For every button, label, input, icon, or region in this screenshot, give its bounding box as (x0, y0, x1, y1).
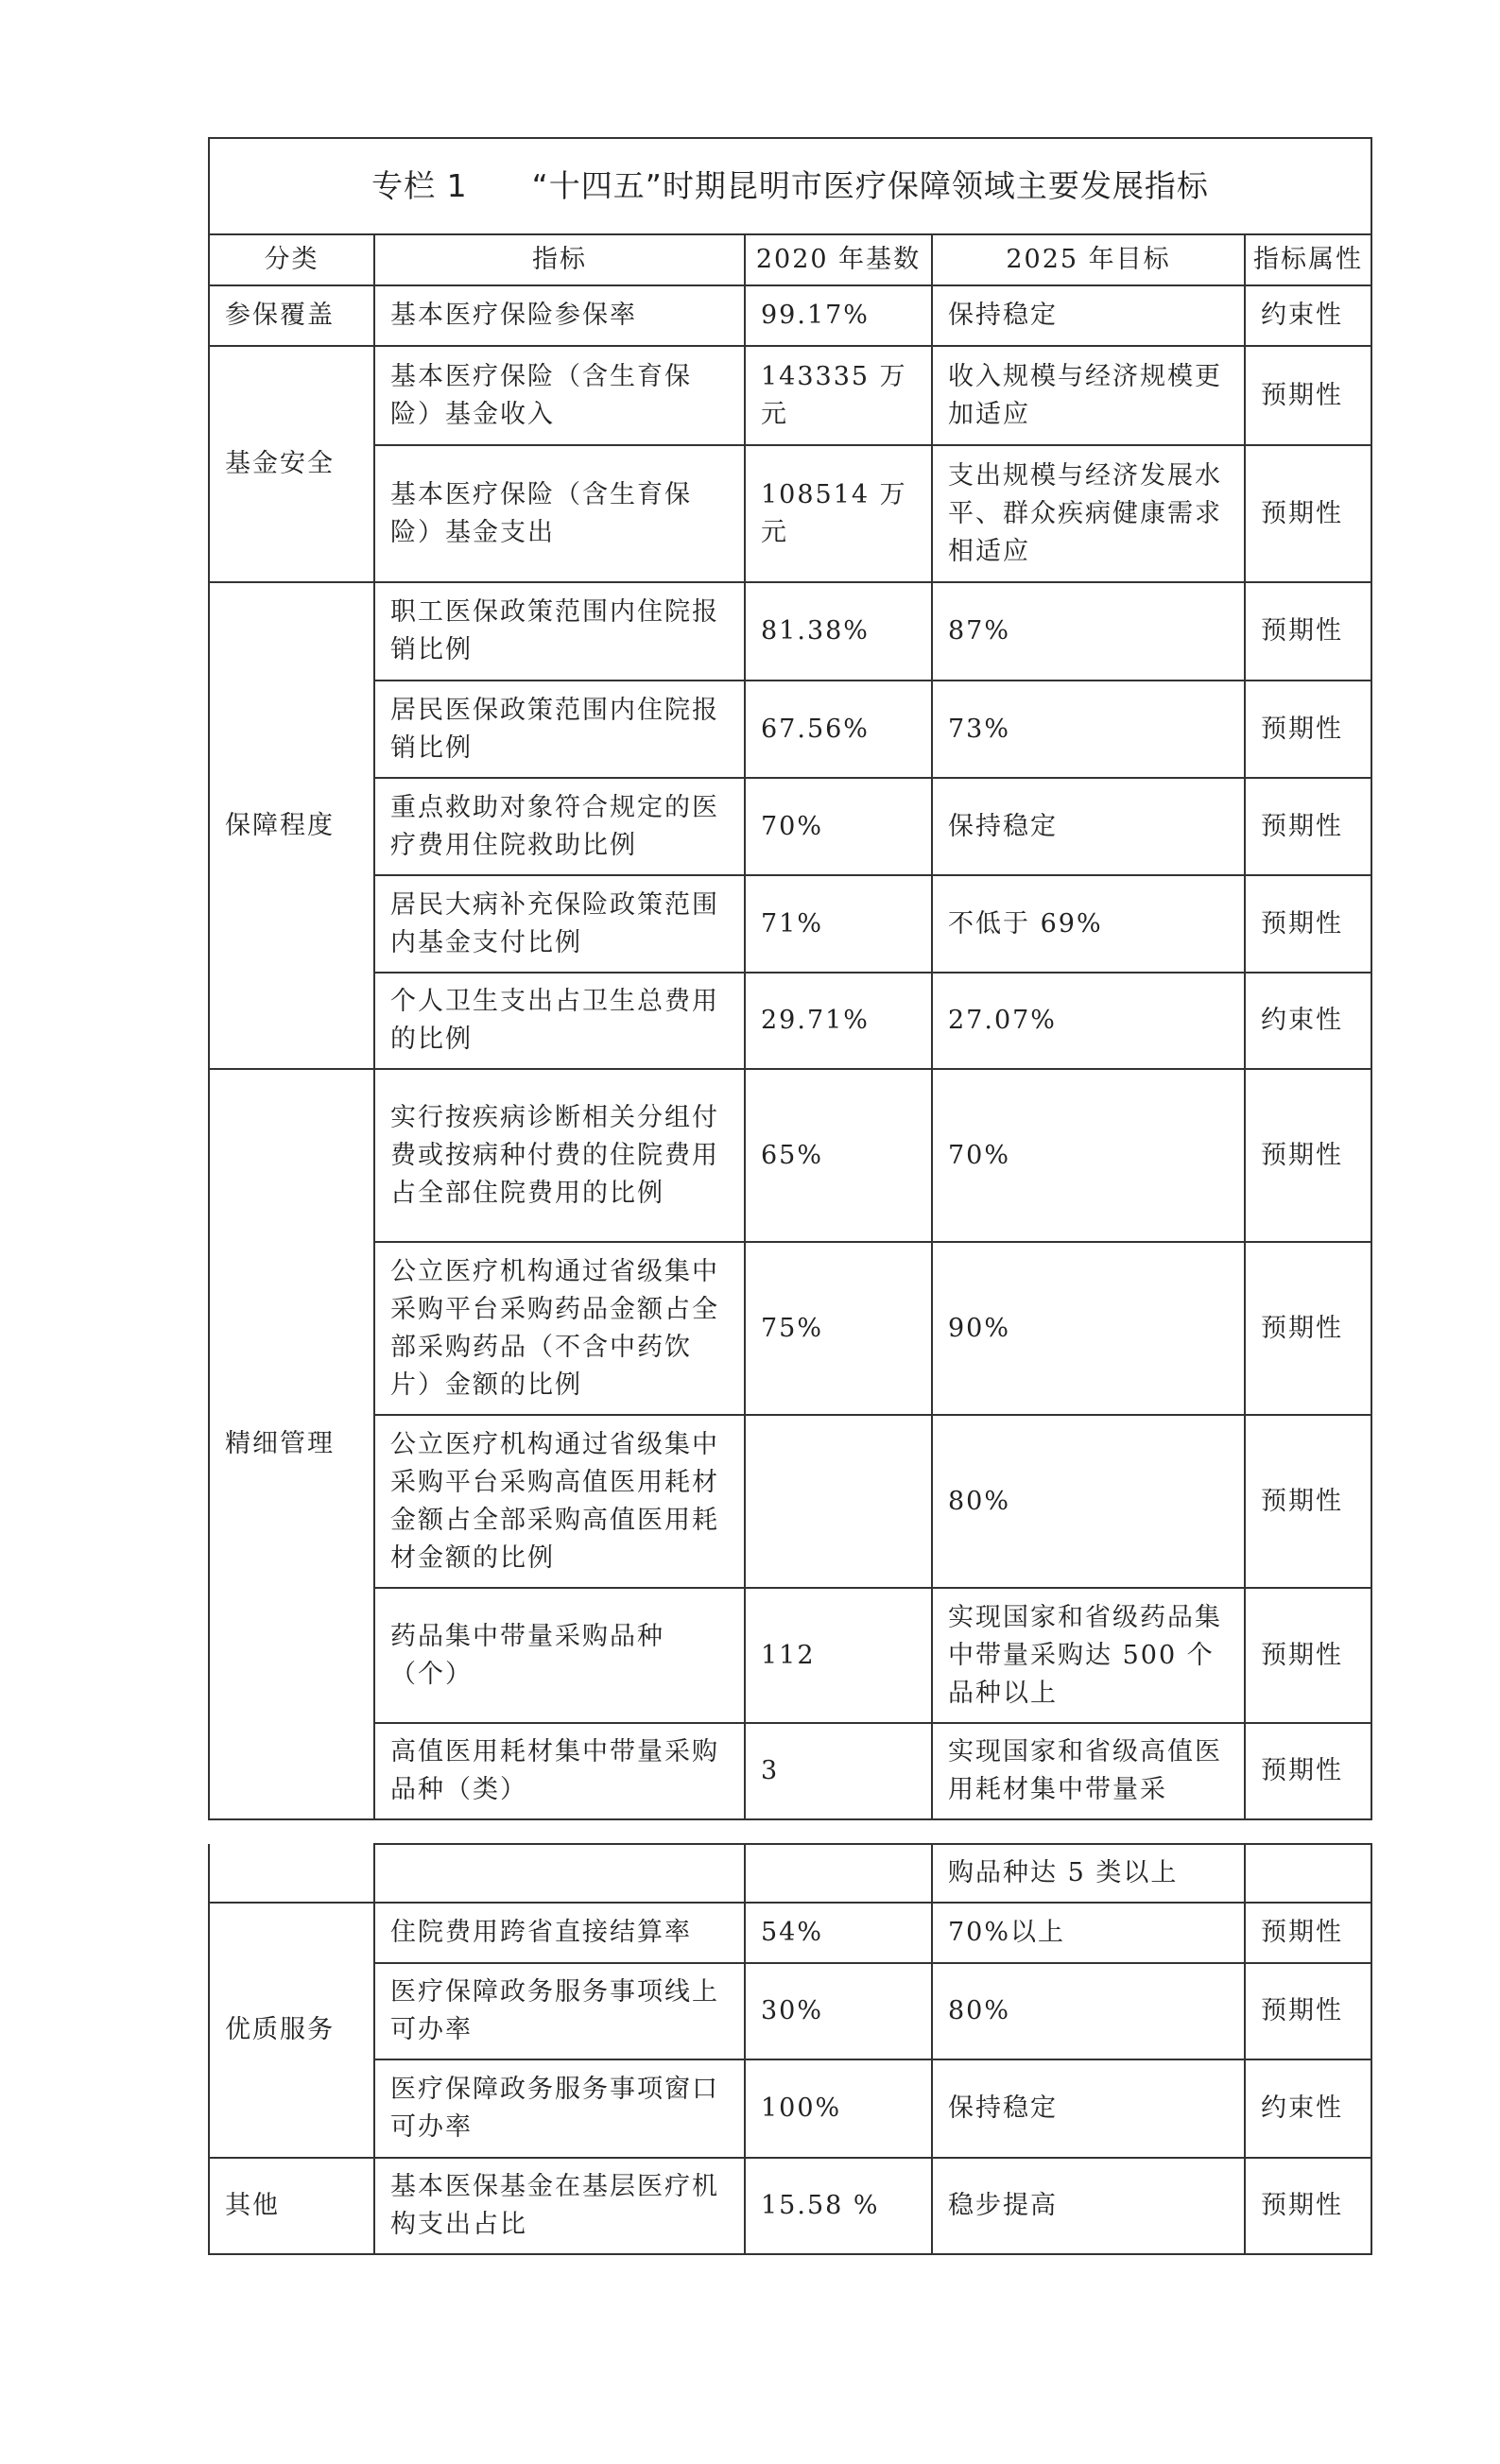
table-row (209, 2059, 1371, 2158)
attribute-cell: 预期性 (1245, 445, 1371, 582)
indicator-cell: 基本医疗保险（含生育保险）基金收入 (374, 346, 745, 445)
target-cell: 购品种达 5 类以上 (932, 1844, 1245, 1903)
table-row (209, 1844, 1371, 1903)
table-row (209, 681, 1371, 778)
attribute-cell: 约束性 (1245, 973, 1371, 1069)
indicator-cell: 基本医疗保险（含生育保险）基金支出 (374, 445, 745, 582)
indicator-cell: 基本医保基金在基层医疗机构支出占比 (374, 2158, 745, 2254)
attribute-cell: 预期性 (1245, 1588, 1371, 1723)
target-cell: 保持稳定 (932, 2059, 1245, 2158)
base-cell (745, 1844, 932, 1903)
indicator-cell (374, 1844, 745, 1903)
category-cell: 优质服务 (209, 1903, 374, 2158)
indicator-cell: 医疗保障政务服务事项线上可办率 (374, 1963, 745, 2059)
table-row (209, 1723, 1371, 1819)
header-row (209, 234, 1371, 285)
target-cell: 收入规模与经济规模更加适应 (932, 346, 1245, 445)
category-cell: 精细管理 (209, 1069, 374, 1819)
indicator-cell: 居民医保政策范围内住院报销比例 (374, 681, 745, 778)
attribute-cell: 预期性 (1245, 2158, 1371, 2254)
header-target-2025: 2025 年目标 (932, 234, 1245, 285)
attribute-cell: 预期性 (1245, 1069, 1371, 1242)
target-cell: 实现国家和省级高值医用耗材集中带量采 (932, 1723, 1245, 1819)
header-attribute: 指标属性 (1245, 234, 1371, 285)
indicator-cell: 重点救助对象符合规定的医疗费用住院救助比例 (374, 778, 745, 875)
base-cell: 99.17% (745, 285, 932, 346)
table-row (209, 1963, 1371, 2059)
attribute-cell: 预期性 (1245, 681, 1371, 778)
attribute-cell: 预期性 (1245, 346, 1371, 445)
attribute-cell: 预期性 (1245, 1963, 1371, 2059)
attribute-cell (1245, 1844, 1371, 1903)
target-cell: 80% (932, 1963, 1245, 2059)
header-category: 分类 (209, 234, 374, 285)
target-cell: 支出规模与经济发展水平、群众疾病健康需求相适应 (932, 445, 1245, 582)
target-cell: 保持稳定 (932, 285, 1245, 346)
base-cell: 65% (745, 1069, 932, 1242)
indicator-cell: 个人卫生支出占卫生总费用的比例 (374, 973, 745, 1069)
indicator-cell: 基本医疗保险参保率 (374, 285, 745, 346)
base-cell: 3 (745, 1723, 932, 1819)
header-base-2020: 2020 年基数 (745, 234, 932, 285)
indicator-cell: 公立医疗机构通过省级集中采购平台采购药品金额占全部采购药品（不含中药饮片）金额的比例 (374, 1242, 745, 1415)
table-title: 专栏 1 “十四五”时期昆明市医疗保障领域主要发展指标 (209, 138, 1371, 234)
indicator-cell: 药品集中带量采购品种（个） (374, 1588, 745, 1723)
attribute-cell: 预期性 (1245, 1242, 1371, 1415)
base-cell: 71% (745, 875, 932, 973)
target-cell: 27.07% (932, 973, 1245, 1069)
base-cell: 112 (745, 1588, 932, 1723)
base-cell: 29.71% (745, 973, 932, 1069)
table-row (209, 778, 1371, 875)
table-row (209, 582, 1371, 681)
attribute-cell: 预期性 (1245, 1903, 1371, 1963)
table-row (209, 346, 1371, 445)
target-cell: 实现国家和省级药品集中带量采购达 500 个品种以上 (932, 1588, 1245, 1723)
indicator-cell: 公立医疗机构通过省级集中采购平台采购高值医用耗材金额占全部采购高值医用耗材金额的比例 (374, 1415, 745, 1588)
base-cell: 67.56% (745, 681, 932, 778)
indicator-cell: 职工医保政策范围内住院报销比例 (374, 582, 745, 681)
category-cell: 保障程度 (209, 582, 374, 1069)
target-cell: 保持稳定 (932, 778, 1245, 875)
indicator-cell: 实行按疾病诊断相关分组付费或按病种付费的住院费用占全部住院费用的比例 (374, 1069, 745, 1242)
category-cell: 基金安全 (209, 346, 374, 582)
target-cell: 70% (932, 1069, 1245, 1242)
base-cell: 81.38% (745, 582, 932, 681)
target-cell: 87% (932, 582, 1245, 681)
header-indicator: 指标 (374, 234, 745, 285)
table-row (209, 285, 1371, 346)
base-cell: 15.58 % (745, 2158, 932, 2254)
table-row (209, 1588, 1371, 1723)
indicator-cell: 高值医用耗材集中带量采购品种（类） (374, 1723, 745, 1819)
base-cell: 54% (745, 1903, 932, 1963)
indicator-table (208, 137, 1372, 1820)
table-row (209, 875, 1371, 973)
table-row (209, 1242, 1371, 1415)
target-cell: 不低于 69% (932, 875, 1245, 973)
attribute-cell: 预期性 (1245, 875, 1371, 973)
attribute-cell: 预期性 (1245, 582, 1371, 681)
base-cell: 143335 万元 (745, 346, 932, 445)
table-row (209, 1069, 1371, 1242)
target-cell: 稳步提高 (932, 2158, 1245, 2254)
target-cell: 80% (932, 1415, 1245, 1588)
attribute-cell: 约束性 (1245, 285, 1371, 346)
base-cell: 100% (745, 2059, 932, 2158)
indicator-cell: 医疗保障政务服务事项窗口可办率 (374, 2059, 745, 2158)
attribute-cell: 预期性 (1245, 1415, 1371, 1588)
target-cell: 90% (932, 1242, 1245, 1415)
target-cell: 70%以上 (932, 1903, 1245, 1963)
attribute-cell: 预期性 (1245, 1723, 1371, 1819)
category-cell: 其他 (209, 2158, 374, 2254)
table-row (209, 973, 1371, 1069)
table-row (209, 1903, 1371, 1963)
base-cell: 108514 万元 (745, 445, 932, 582)
base-cell (745, 1415, 932, 1588)
base-cell: 75% (745, 1242, 932, 1415)
table-row (209, 445, 1371, 582)
base-cell: 70% (745, 778, 932, 875)
category-cell-continued (209, 1844, 374, 1903)
base-cell: 30% (745, 1963, 932, 2059)
table-row (209, 2158, 1371, 2254)
indicator-cell: 居民大病补充保险政策范围内基金支付比例 (374, 875, 745, 973)
target-cell: 73% (932, 681, 1245, 778)
attribute-cell: 约束性 (1245, 2059, 1371, 2158)
indicator-table-continued (208, 1843, 1372, 2255)
table-row (209, 1415, 1371, 1588)
category-cell: 参保覆盖 (209, 285, 374, 346)
attribute-cell: 预期性 (1245, 778, 1371, 875)
indicator-cell: 住院费用跨省直接结算率 (374, 1903, 745, 1963)
